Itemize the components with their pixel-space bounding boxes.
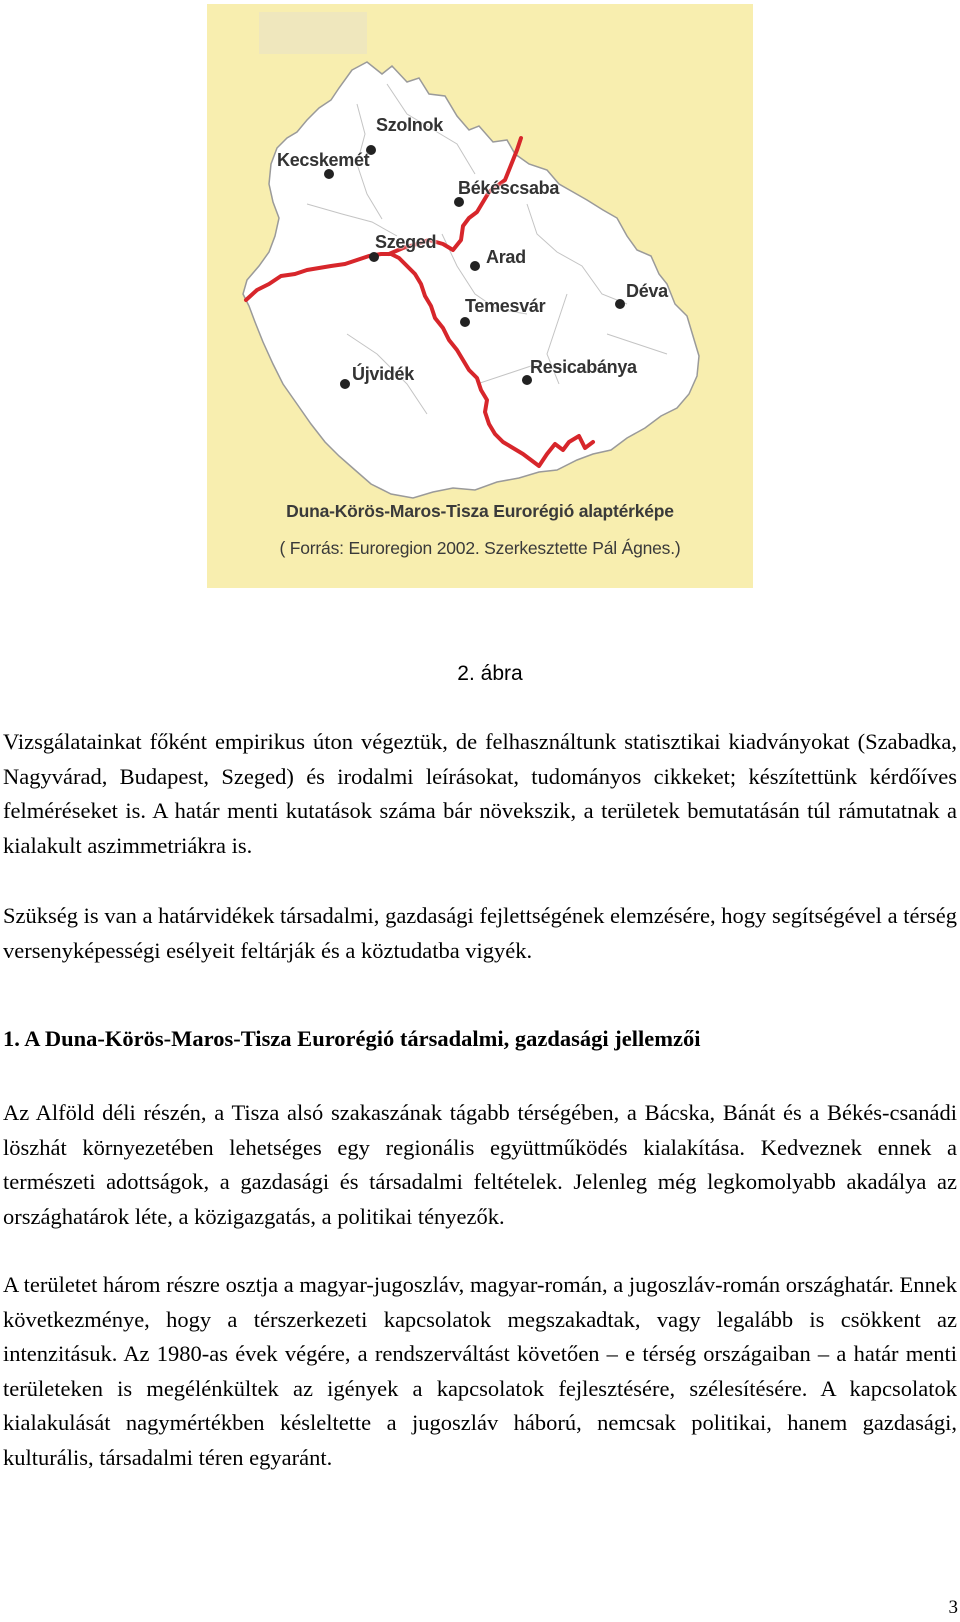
city-label-szeged: Szeged [375,232,437,252]
city-label-temesvar: Temesvár [465,296,546,316]
region-outline [243,62,699,498]
city-dot [369,252,379,262]
city-label-resicabanya: Resicabánya [530,357,637,377]
page-number: 3 [948,1597,958,1618]
figure-caption: 2. ábra [457,662,523,685]
paragraph-2: Szükség is van a határvidékek társadalmi, gazdasági fejlettségének elemzésére, hogy segítségével a térség versenyképességi esélyeit feltárják és a köztudatba vigyék. [3,903,957,963]
city-label-arad: Arad [486,247,526,267]
map-corner-patch [259,12,367,54]
city-dot [460,317,470,327]
city-label-bekescsaba: Békéscsaba [458,178,560,198]
map-source: ( Forrás: Euroregion 2002. Szerkesztette Pál Ágnes.) [279,538,681,558]
euroregion-map [207,4,753,588]
section-heading: 1. A Duna-Körös-Maros-Tisza Eurorégió társadalmi, gazdasági jellemzői [3,1026,701,1051]
city-label-deva: Déva [626,281,668,301]
city-dot [340,379,350,389]
city-label-szolnok: Szolnok [376,115,443,135]
paragraph-3: Az Alföld déli részén, a Tisza alsó szakaszának tágabb térségében, a Bácska, Bánát és a Békés-csanádi löszhát környezetében lehetséges egy regionális együttműködés kialakítása. Kedveznek ennek a természeti adottságok, a gazdasági és társadalmi feltételek. Jelenleg még legkomolyabb akadálya az országhatárok léte, a közigazgatás, a politikai tényezők. [3,1100,957,1229]
city-dot [470,261,480,271]
paragraph-1: Vizsgálatainkat főként empirikus úton végeztük, de felhasználtunk statisztikai kiadványokat (Szabadka, Nagyvárad, Budapest, Szeged) és irodalmi leírásokat, tudományos cikkeket; készítettünk kérdőíves felméréseket is. A határ menti kutatások száma bár növekszik, a területek bemutatásán túl rámutatnak a kialakult aszimmetriákra is. [3,729,957,858]
map-title: Duna-Körös-Maros-Tisza Eurorégió alaptérképe [286,501,674,521]
city-label-kecskemet: Kecskemét [277,150,370,170]
paragraph-4: A területet három részre osztja a magyar-jugoszláv, magyar-román, a jugoszláv-román országhatár. Ennek következménye, hogy a térszerkezeti kapcsolatok megszakadtak, vagy legalább is csökkent az intenzitásuk. Az 1980-as évek végére, a rendszerváltást követően – e térség országaiban – a határ menti területeken is megélénkültek az igények a kapcsolatok fejlesztésére, szélesítésére. A kapcsolatok kialakulását nagymértékben késleltette a jugoszláv háború, nemcsak politikai, hanem gazdasági, kulturális, társadalmi téren egyaránt. [3,1272,957,1470]
city-label-ujvidek: Újvidék [352,364,414,384]
city-dot [615,299,625,309]
